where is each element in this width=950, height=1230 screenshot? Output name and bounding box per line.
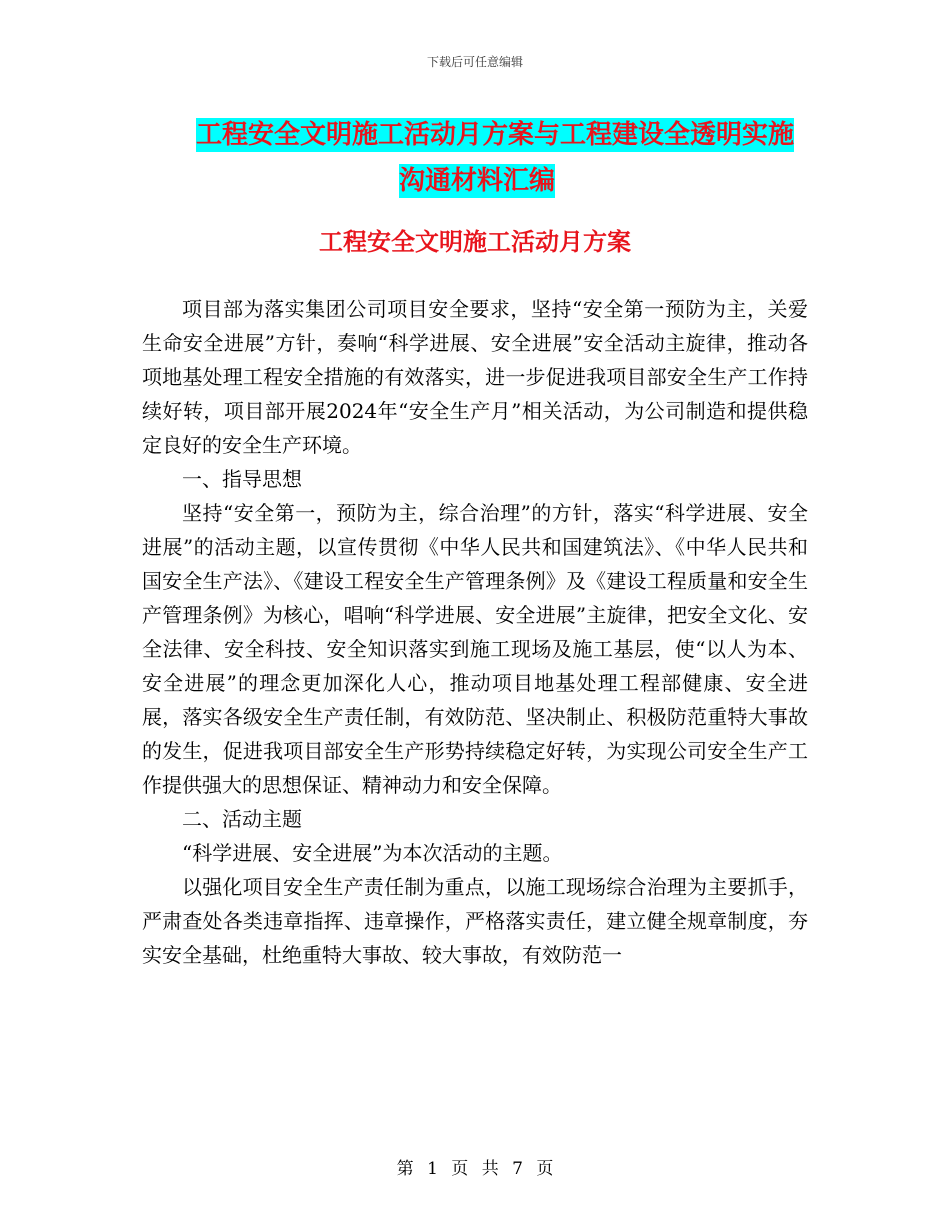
title-highlight-1: 工程安全文明施工活动月方案与工程建设全透明实施 [195,120,794,150]
document-title [0,112,950,204]
page-footer: 第 1 页 共 7 页 [396,1159,554,1179]
document-title-line-1 [0,112,950,158]
heading-guiding-ideology: 一、指导思想 [182,467,302,491]
title-highlight-2: 沟通材料汇编 [398,166,555,196]
intro-paragraph: 项目部为落实集团公司项目安全要求，坚持“安全第一预防为主，关爱生命安全进展”方针，奏响“科学进展、安全进展”安全活动主旋律，推动各项地基处理工程安全措施的有效落实，进一步促进我项目部安全生产工作持续好转，项目部开展2024年“安全生产月”相关活动，为公司制造和提供稳定良好的安全生产环境。 [142,297,808,457]
section-title: 工程安全文明施工活动月方案 [319,227,631,256]
focus-paragraph: 以强化项目安全生产责任制为重点，以施工现场综合治理为主要抓手，严肃查处各类违章指挥、违章操作，严格落实责任，建立健全规章制度，夯实安全基础，杜绝重特大事故、较大事故，有效防范一 [142,875,808,967]
activity-theme-paragraph: “科学进展、安全进展”为本次活动的主题。 [182,841,563,865]
guiding-ideology-paragraph: 坚持“安全第一，预防为主，综合治理”的方针，落实“科学进展、安全进展”的活动主题，以宣传贯彻《中华人民共和国建筑法》、《中华人民共和国安全生产法》、《建设工程安全生产管理条例》及《建设工程质量和安全生产管理条例》为核心，唱响“科学进展、安全进展”主旋律，把安全文化、安全法律、安全科技、安全知识落实到施工现场及施工基层，使“以人为本、安全进展”的理念更加深化人心，推动项目地基处理工程部健康、安全进展，落实各级安全生产责任制，有效防范、坚决制止、积极防范重特大事故的发生，促进我项目部安全生产形势持续稳定好转，为实现公司安全生产工作提供强大的思想保证、精神动力和安全保障。 [142,501,808,797]
heading-activity-theme: 二、活动主题 [182,807,302,831]
header-note: 下载后可任意编辑 [426,55,523,69]
document-title-line-2 [0,158,950,204]
document-body [142,292,808,972]
